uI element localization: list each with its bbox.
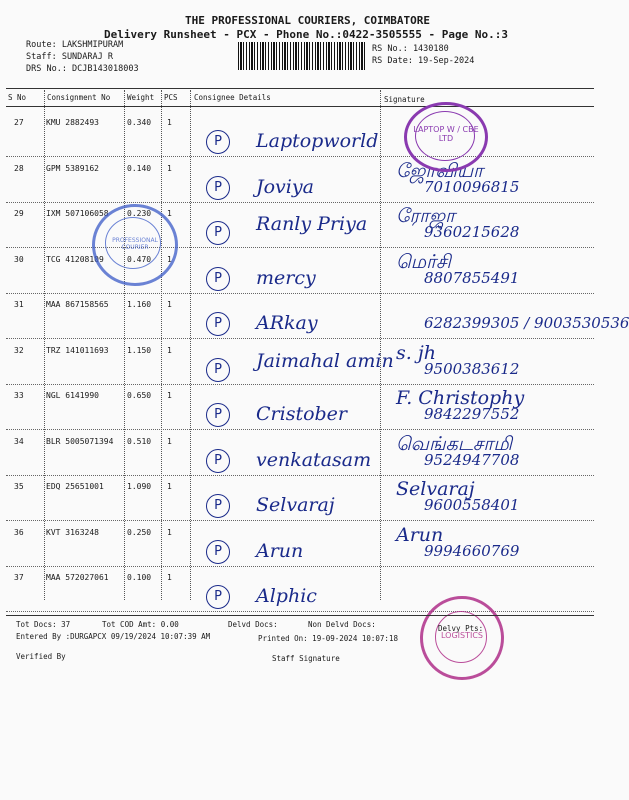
- delivered-mark-icon: P: [206, 221, 230, 245]
- table-row: [6, 385, 594, 431]
- delivered-mark-icon: P: [206, 449, 230, 473]
- row-consignment-no: MAA 572027061: [46, 573, 109, 582]
- row-rule: [6, 156, 594, 157]
- row-consignment-no: MAA 867158565: [46, 300, 109, 309]
- row-pcs: 1: [167, 164, 172, 173]
- table-row: [6, 522, 594, 568]
- row-signature-phone: 9360215628: [424, 223, 520, 241]
- row-weight: 0.140: [127, 164, 152, 173]
- row-consignment-no: KMU 2882493: [46, 118, 99, 127]
- rs-date: RS Date: 19-Sep-2024: [372, 56, 475, 66]
- row-consignment-no: TRZ 141011693: [46, 346, 109, 355]
- row-pcs: 1: [167, 391, 172, 400]
- footer-rule: [6, 615, 594, 616]
- printed-on: Printed On: 19-09-2024 10:07:18: [258, 634, 398, 643]
- col-pcs: PCS: [164, 93, 178, 102]
- non-delivered-docs: Non Delvd Docs:: [308, 620, 376, 629]
- row-serial: 36: [14, 528, 24, 537]
- row-weight: 1.090: [127, 482, 152, 491]
- col-sno: S No: [8, 93, 27, 102]
- row-serial: 34: [14, 437, 24, 446]
- row-serial: 33: [14, 391, 24, 400]
- row-weight: 0.340: [127, 118, 152, 127]
- row-consignee-name: Selvaraj: [256, 494, 335, 516]
- row-signature-phone: 7010096815: [424, 178, 520, 196]
- row-pcs: 1: [167, 209, 172, 218]
- row-weight: 0.230: [127, 209, 152, 218]
- courier-stamp-text: PROFESSIONAL COURIER: [112, 237, 158, 251]
- row-consignee-name: mercy: [256, 267, 316, 289]
- row-serial: 32: [14, 346, 24, 355]
- staff-signature: Staff Signature: [272, 654, 340, 663]
- delivered-mark-icon: P: [206, 312, 230, 336]
- row-serial: 29: [14, 209, 24, 218]
- delivered-mark-icon: P: [206, 540, 230, 564]
- table-row: [6, 476, 594, 522]
- row-consignee-name: Laptopworld: [256, 130, 379, 152]
- col-weight: Weight: [127, 93, 155, 102]
- row-weight: 0.650: [127, 391, 152, 400]
- row-weight: 1.160: [127, 300, 152, 309]
- row-signature: ஜோவியா: [396, 160, 484, 182]
- row-consignment-no: BLR 5005071394: [46, 437, 114, 446]
- delivered-mark-icon: P: [206, 176, 230, 200]
- row-signature: ரோஜா: [396, 205, 456, 227]
- row-consignee-name: Alphic: [256, 585, 317, 607]
- delivered-mark-icon: P: [206, 130, 230, 154]
- row-serial: 31: [14, 300, 24, 309]
- row-pcs: 1: [167, 300, 172, 309]
- company-title: THE PROFESSIONAL COURIERS, COIMBATORE: [185, 14, 431, 27]
- delivered-mark-icon: P: [206, 267, 230, 291]
- col-signature: Signature: [384, 95, 425, 104]
- row-consignment-no: IXM 507106058: [46, 209, 109, 218]
- row-pcs: 1: [167, 437, 172, 446]
- row-consignment-no: EDQ 25651001: [46, 482, 104, 491]
- row-consignee-name: Cristober: [256, 403, 348, 425]
- row-consignment-no: GPM 5389162: [46, 164, 99, 173]
- table-top-rule: [6, 88, 594, 89]
- row-pcs: 1: [167, 255, 172, 264]
- row-pcs: 1: [167, 528, 172, 537]
- table-header-rule: [6, 106, 594, 107]
- row-signature-phone: 9524947708: [424, 451, 520, 469]
- total-cod: Tot COD Amt: 0.00: [102, 620, 179, 629]
- row-signature-phone: 9500383612: [424, 360, 520, 378]
- table-row: [6, 340, 594, 386]
- row-signature: F. Christophy: [396, 387, 525, 409]
- row-consignee-name: ARkay: [256, 312, 318, 334]
- row-weight: 0.510: [127, 437, 152, 446]
- row-signature: மெர்சி: [396, 251, 451, 273]
- barcode: [238, 42, 366, 70]
- row-consignment-no: TCG 41208109: [46, 255, 104, 264]
- route-label: Route: LAKSHMIPURAM: [26, 40, 124, 50]
- table-row: [6, 294, 629, 340]
- verified-by: Verified By: [16, 652, 66, 661]
- delivered-docs: Delvd Docs:: [228, 620, 278, 629]
- row-signature: s. jh: [396, 342, 436, 364]
- logistics-stamp-text: LOGISTICS: [440, 631, 483, 640]
- table-row: [6, 158, 594, 204]
- table-row: [6, 431, 594, 477]
- table-row: [6, 112, 594, 158]
- row-signature-phone: 9994660769: [424, 542, 520, 560]
- row-consignee-name: Joviya: [256, 176, 314, 198]
- runsheet-title: Delivery Runsheet - PCX - Phone No.:0422-3505555 - Page No.:3: [104, 28, 508, 41]
- row-pcs: 1: [167, 118, 172, 127]
- row-signature: Selvaraj: [396, 478, 475, 500]
- row-weight: 0.250: [127, 528, 152, 537]
- row-serial: 30: [14, 255, 24, 264]
- rs-number: RS No.: 1430180: [372, 44, 449, 54]
- row-signature: Arun: [396, 524, 444, 546]
- row-weight: 0.470: [127, 255, 152, 264]
- row-weight: 1.150: [127, 346, 152, 355]
- row-signature: வெங்கடசாமி: [396, 433, 513, 455]
- row-serial: 37: [14, 573, 24, 582]
- row-rule: [6, 611, 594, 612]
- row-consignee-name: venkatasam: [256, 449, 372, 471]
- delivered-mark-icon: P: [206, 403, 230, 427]
- row-consignee-name: Arun: [256, 540, 304, 562]
- row-rule: [6, 338, 594, 339]
- row-serial: 27: [14, 118, 24, 127]
- row-consignment-no: KVT 3163248: [46, 528, 99, 537]
- row-signature-phone: 9842297552: [424, 405, 520, 423]
- staff-label: Staff: SUNDARAJ R: [26, 52, 113, 62]
- row-weight: 0.100: [127, 573, 152, 582]
- drs-label: DRS No.: DCJB143018003: [26, 64, 139, 74]
- row-pcs: 1: [167, 482, 172, 491]
- row-signature-phone: 8807855491: [424, 269, 520, 287]
- col-consignee: Consignee Details: [194, 93, 271, 102]
- row-pcs: 1: [167, 346, 172, 355]
- row-consignee-name: Ranly Priya: [256, 213, 368, 235]
- row-signature-phone: 6282399305 / 9003530536: [424, 314, 629, 332]
- row-rule: [6, 429, 594, 430]
- row-consignee-name: Jaimahal amin: [256, 350, 394, 372]
- entered-by: Entered By :DURGAPCX 09/19/2024 10:07:39 AM: [16, 632, 211, 641]
- row-rule: [6, 520, 594, 521]
- courier-stamp: [92, 204, 178, 286]
- row-pcs: 1: [167, 573, 172, 582]
- delivered-mark-icon: P: [206, 585, 230, 609]
- delivered-mark-icon: P: [206, 494, 230, 518]
- logistics-stamp: [420, 596, 504, 680]
- col-consignment: Consignment No: [47, 93, 111, 102]
- delivered-mark-icon: P: [206, 358, 230, 382]
- row-consignment-no: NGL 6141990: [46, 391, 99, 400]
- total-docs: Tot Docs: 37: [16, 620, 71, 629]
- table-row: [6, 567, 594, 613]
- laptop-stamp-text: LAPTOP W / CBE LTD: [413, 125, 479, 143]
- row-signature-phone: 9600558401: [424, 496, 520, 514]
- delivery-points: Delvy Pts:: [438, 624, 484, 633]
- laptop-world-stamp: [404, 102, 488, 172]
- row-serial: 28: [14, 164, 24, 173]
- row-serial: 35: [14, 482, 24, 491]
